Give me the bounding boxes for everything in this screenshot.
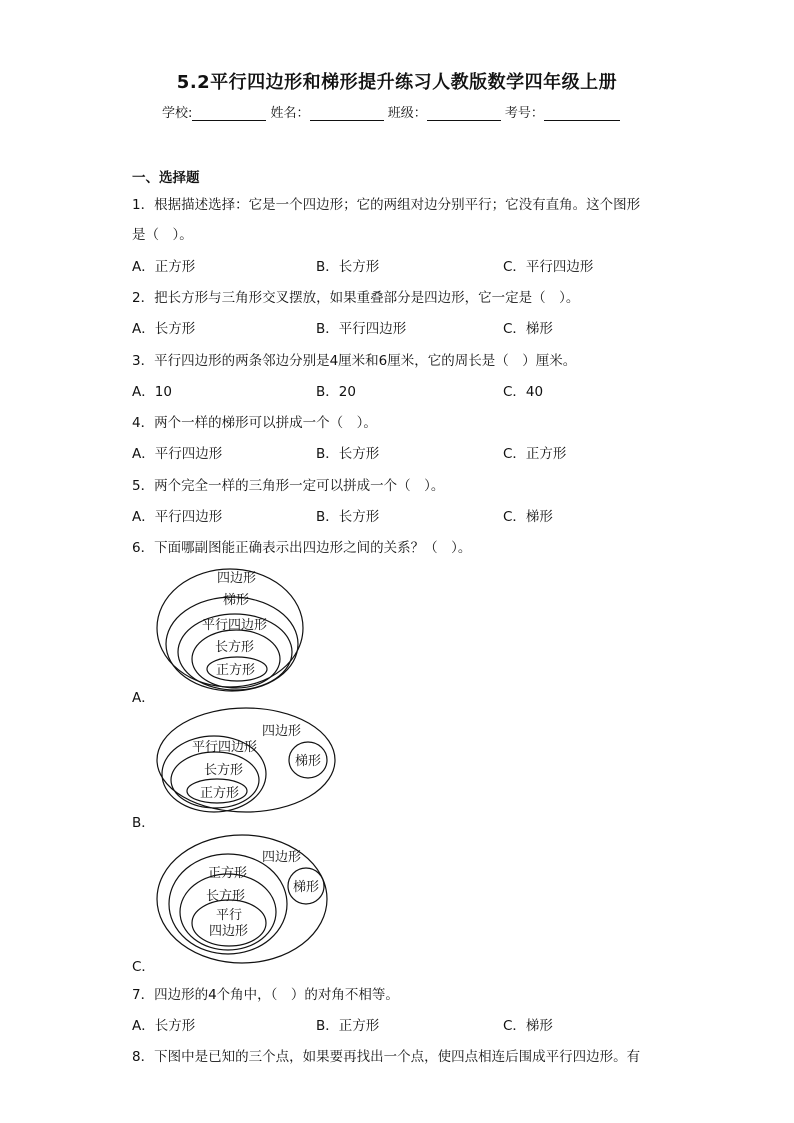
diagram-c-parallelogram-ellipse [192, 900, 266, 946]
question-2-option-c[interactable]: C．梯形 [503, 321, 553, 337]
diagram-a-text-trapezoid: 梯形 [223, 593, 250, 608]
question-5-option-a[interactable]: A．平行四边形 [132, 509, 223, 525]
page-title: 5.2平行四边形和梯形提升练习人教版数学四年级上册 [176, 72, 618, 93]
diagram-c[interactable] [150, 829, 340, 969]
school-blank[interactable] [192, 106, 266, 121]
diagram-c-text-parallel: 平行 [216, 908, 243, 923]
question-3-option-b[interactable]: B．20 [316, 384, 356, 400]
diagram-a-rectangle-ellipse [192, 630, 280, 688]
diagram-b-text-trapezoid: 梯形 [295, 754, 322, 769]
question-8-line-1: 8．下图中是已知的三个点，如果要再找出一个点，使四点相连后围成平行四边形。有 [132, 1049, 641, 1065]
question-1-option-b[interactable]: B．长方形 [316, 259, 380, 275]
diagram-c-text-square: 正方形 [208, 866, 248, 881]
question-6-line-1: 6．下面哪副图能正确表示出四边形之间的关系？（ ）。 [132, 540, 472, 556]
question-5-line-1: 5．两个完全一样的三角形一定可以拼成一个（ ）。 [132, 478, 445, 494]
diagram-c-text-trapezoid: 梯形 [293, 880, 320, 895]
question-3-option-c[interactable]: C．40 [503, 384, 544, 400]
question-1-option-a[interactable]: A．正方形 [132, 259, 196, 275]
diagram-a-text-rectangle: 长方形 [215, 640, 255, 655]
diagram-c-text-quadrilateral-inner: 四边形 [209, 924, 249, 939]
diagram-b-option-label[interactable]: B． [132, 815, 155, 831]
question-2-line-1: 2．把长方形与三角形交叉摆放，如果重叠部分是四边形，它一定是（ ）。 [132, 290, 580, 306]
section-heading: 一、选择题 [132, 170, 200, 186]
question-2-option-a[interactable]: A．长方形 [132, 321, 196, 337]
diagram-b-text-parallelogram: 平行四边形 [192, 740, 258, 755]
question-2-option-b[interactable]: B．平行四边形 [316, 321, 407, 337]
question-4-option-b[interactable]: B．长方形 [316, 446, 380, 462]
name-label: 姓名： [270, 106, 310, 121]
question-1-line-1: 1．根据描述选择：它是一个四边形；它的两组对边分别平行；它没有直角。这个图形 [132, 197, 641, 213]
question-3-line-1: 3．平行四边形的两条邻边分别是4厘米和6厘米，它的周长是（ ）厘米。 [132, 353, 577, 369]
diagram-b-text-square: 正方形 [200, 786, 240, 801]
diagram-b-text-rectangle: 长方形 [204, 763, 244, 778]
diagram-a-option-label[interactable]: A． [132, 690, 155, 706]
diagram-a-text-quadrilateral: 四边形 [217, 571, 257, 586]
number-blank[interactable] [544, 106, 620, 121]
diagram-c-option-label[interactable]: C． [132, 959, 155, 975]
school-label: 学校: [162, 106, 193, 121]
question-7-line-1: 7．四边形的4个角中，（ ）的对角不相等。 [132, 987, 399, 1003]
diagram-a-text-square: 正方形 [216, 663, 256, 678]
name-blank[interactable] [310, 106, 384, 121]
question-7-option-a[interactable]: A．长方形 [132, 1018, 196, 1034]
question-4-line-1: 4．两个一样的梯形可以拼成一个（ ）。 [132, 415, 377, 431]
diagram-c-text-quadrilateral: 四边形 [262, 850, 302, 865]
question-4-option-c[interactable]: C．正方形 [503, 446, 567, 462]
student-info-row [162, 102, 620, 121]
diagram-c-text-rectangle: 长方形 [206, 889, 246, 904]
question-7-option-b[interactable]: B．正方形 [316, 1018, 380, 1034]
diagram-a[interactable] [150, 566, 300, 696]
question-4-option-a[interactable]: A．平行四边形 [132, 446, 223, 462]
number-label: 考号： [504, 106, 544, 121]
diagram-b[interactable] [150, 704, 340, 824]
class-label: 班级： [387, 106, 427, 121]
question-5-option-b[interactable]: B．长方形 [316, 509, 380, 525]
diagram-b-text-quadrilateral: 四边形 [262, 724, 302, 739]
question-7-option-c[interactable]: C．梯形 [503, 1018, 553, 1034]
class-blank[interactable] [427, 106, 501, 121]
question-1-line-2: 是（ ）。 [132, 227, 193, 243]
question-5-option-c[interactable]: C．梯形 [503, 509, 553, 525]
diagram-a-text-parallelogram: 平行四边形 [202, 618, 268, 633]
question-3-option-a[interactable]: A．10 [132, 384, 172, 400]
question-1-option-c[interactable]: C．平行四边形 [503, 259, 594, 275]
